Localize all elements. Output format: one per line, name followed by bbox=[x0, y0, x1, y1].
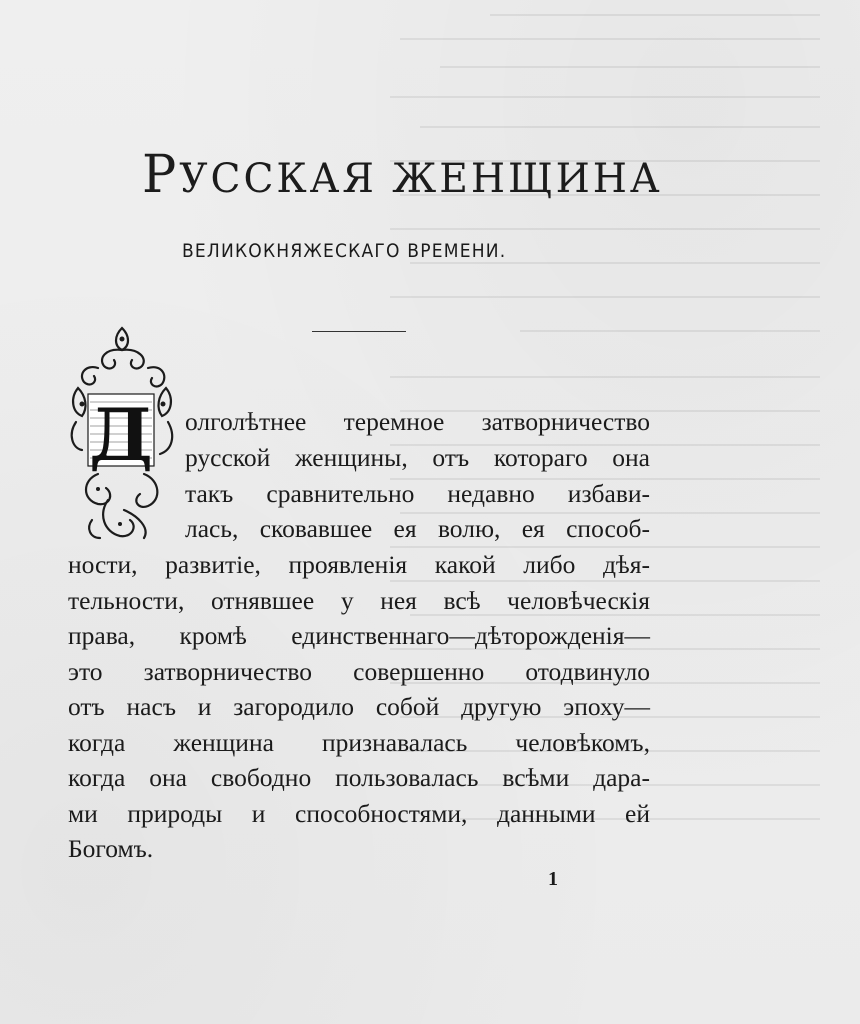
paragraph-line: когда женщина признавалась человѣкомъ, bbox=[68, 728, 650, 757]
paragraph-line: права, кромѣ единственнаго—дѣторожденія— bbox=[68, 621, 650, 650]
paragraph-line: такъ сравнительно недавно избави- bbox=[185, 479, 650, 508]
page-number: 1 bbox=[548, 868, 558, 890]
chapter-subtitle: ВЕЛИКОКНЯЖЕСКАГО ВРЕМЕНИ. bbox=[182, 240, 507, 262]
paragraph-line: отъ насъ и загородило собой другую эпоху— bbox=[68, 692, 650, 721]
section-divider bbox=[312, 331, 406, 332]
paragraph-line: русской женщины, отъ котораго она bbox=[185, 443, 650, 472]
paragraph-line: это затворничество совершенно отодвинуло bbox=[68, 657, 650, 686]
paragraph-line: олголѣтнее теремное затворничество bbox=[185, 407, 650, 436]
paragraph-line: когда она свободно пользовалась всѣми дара- bbox=[68, 763, 650, 792]
ornamental-foliage-drop-cap-icon bbox=[68, 324, 176, 542]
chapter-title-initial: Р bbox=[142, 145, 180, 205]
paragraph-line: лась, сковавшее ея волю, ея способ- bbox=[185, 514, 650, 543]
drop-cap-letter: Д bbox=[88, 392, 154, 477]
paragraph-line: тельности, отнявшее у нея всѣ человѣческія bbox=[68, 586, 650, 615]
chapter-title-rest: УССКАЯ ЖЕНЩИНА bbox=[179, 156, 663, 202]
paragraph-line: ности, развитіе, проявленія какой либо дѣя- bbox=[68, 550, 650, 579]
paragraph-line: Богомъ. bbox=[68, 834, 154, 863]
paragraph-line: ми природы и способностями, данными ей bbox=[68, 799, 650, 828]
chapter-title bbox=[142, 145, 663, 205]
